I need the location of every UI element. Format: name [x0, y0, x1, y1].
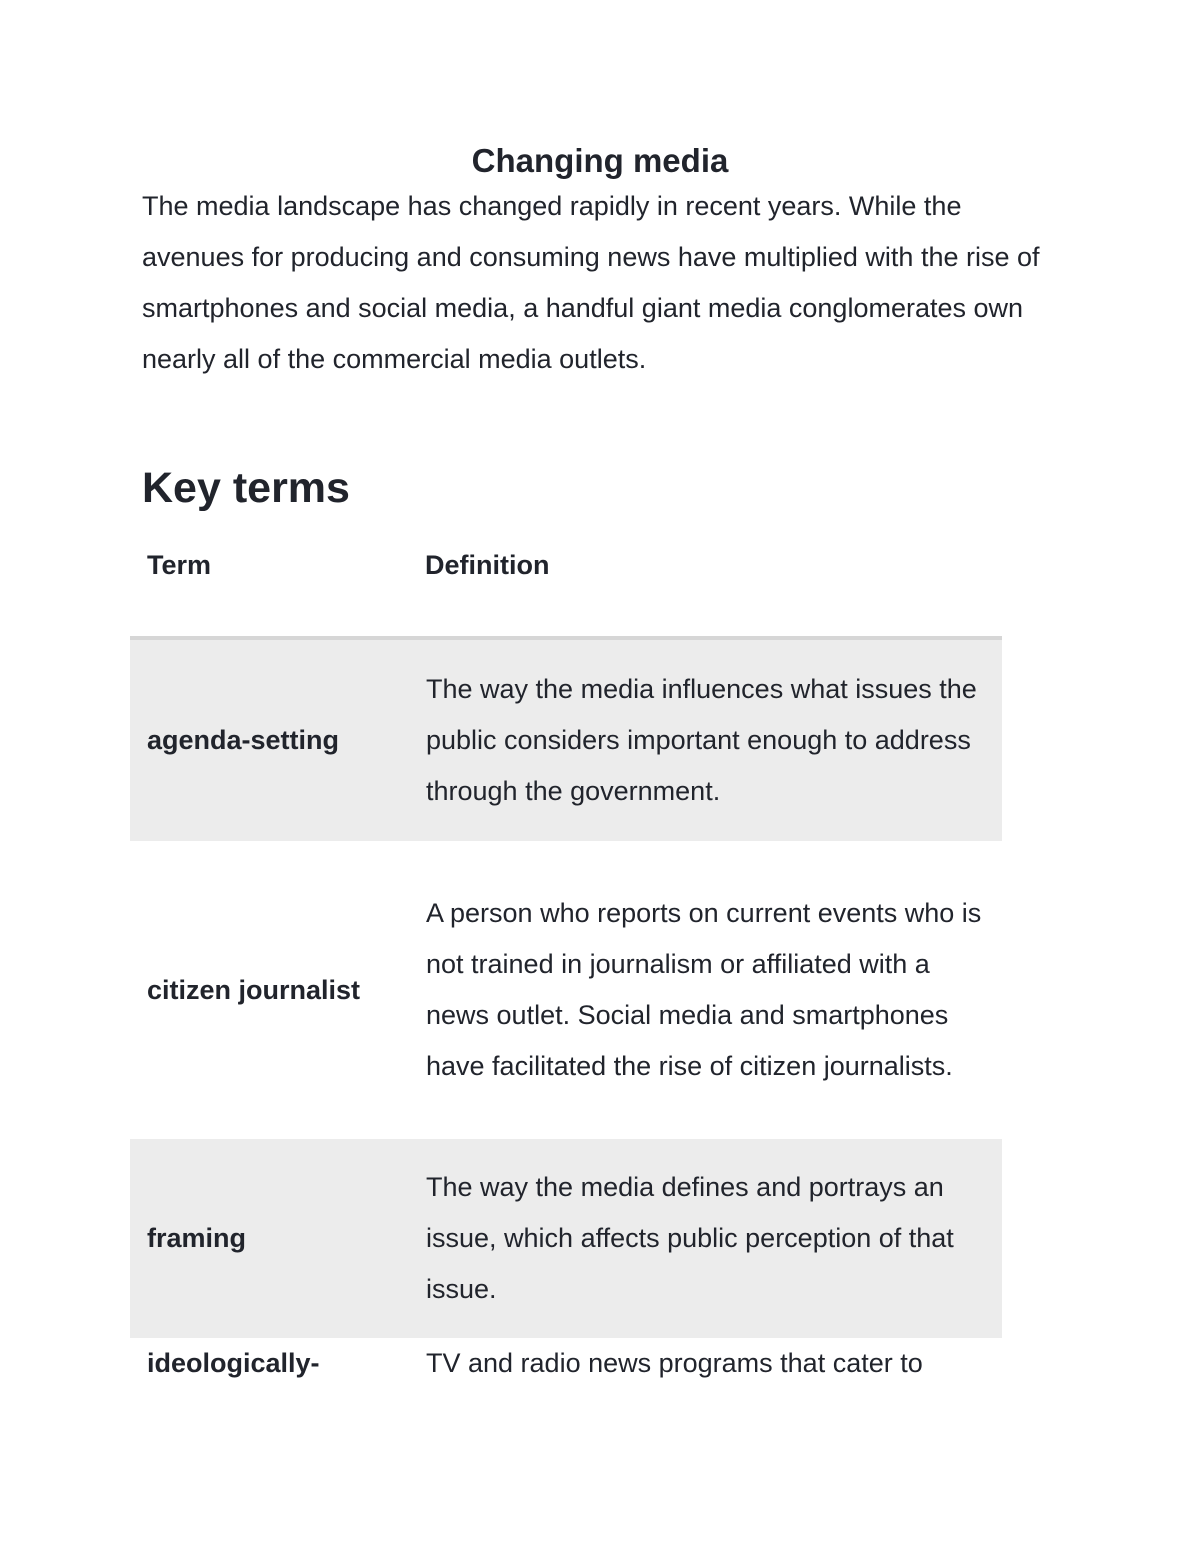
table-row	[130, 1139, 1002, 1338]
intro-paragraph: The media landscape has changed rapidly in recent years. While the avenues for producing and consuming news have multiplied with the rise of smartphones and social media, a handful giant media conglomerates own nearly all of the commercial media outlets.	[142, 191, 1040, 374]
definition-cell: The way the media influences what issues the public considers important enough to address through the government.	[409, 638, 1002, 841]
key-terms-heading: Key terms	[142, 464, 350, 512]
table-row	[130, 638, 1002, 841]
table-row	[130, 841, 1002, 1139]
page-title: Changing media	[471, 142, 729, 179]
term-cell: framing	[130, 1139, 409, 1338]
table-row	[130, 1338, 1002, 1398]
key-terms-table	[130, 536, 1002, 1398]
definition-cell: A person who reports on current events who is not trained in journalism or affiliated with a news outlet. Social media and smartphones have facilitated the rise of citizen journalists.	[426, 898, 982, 1081]
definition-column-header: Definition	[409, 536, 1002, 638]
term-cell: citizen journalist	[147, 974, 361, 1005]
term-column-header: Term	[130, 536, 409, 638]
definition-cell: TV and radio news programs that cater to	[426, 1348, 923, 1378]
table-header-row	[130, 536, 1002, 638]
term-cell: agenda-setting	[130, 638, 409, 841]
term-cell: ideologically-	[147, 1348, 320, 1378]
definition-cell: The way the media defines and portrays an issue, which affects public perception of that issue.	[409, 1139, 1002, 1338]
